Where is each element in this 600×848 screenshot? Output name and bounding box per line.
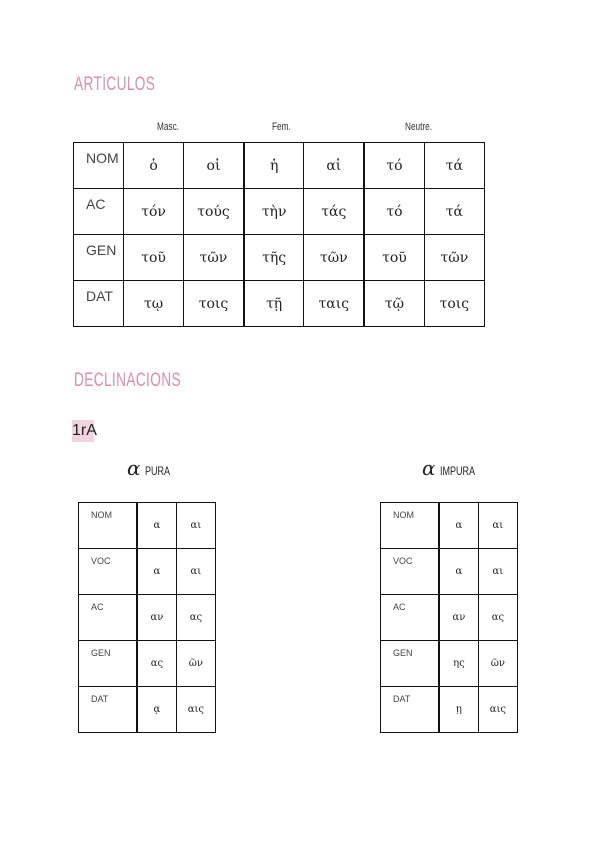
table-row — [74, 235, 485, 281]
form-cell: αν — [137, 595, 176, 641]
table-row — [74, 143, 485, 189]
form-cell: τῇ — [244, 281, 304, 327]
case-label: GEN — [74, 235, 124, 281]
form-cell: τοις — [424, 281, 484, 327]
impura-label: IMPURA — [439, 464, 475, 478]
first-declension-badge: 1rA — [72, 420, 94, 442]
case-label: NOM — [74, 143, 124, 189]
alpha-impura-table — [380, 502, 518, 733]
form-cell: ῃ — [439, 687, 478, 733]
form-cell: αν — [439, 595, 478, 641]
form-cell: τάς — [304, 189, 364, 235]
table-row — [79, 687, 216, 733]
case-label: VOC — [381, 549, 440, 595]
case-label: GEN — [79, 641, 138, 687]
form-cell: τῳ — [124, 281, 184, 327]
pura-label: PURA — [144, 464, 170, 478]
form-cell: τόν — [124, 189, 184, 235]
form-cell: τούς — [184, 189, 244, 235]
case-label: NOM — [381, 503, 440, 549]
articles-table — [73, 142, 485, 327]
table-row — [79, 595, 216, 641]
form-cell: ας — [176, 595, 215, 641]
form-cell: αι — [478, 549, 517, 595]
form-cell: αις — [176, 687, 215, 733]
gender-neutre-label: Neutre. — [405, 121, 433, 133]
form-cell: ας — [137, 641, 176, 687]
table-row — [74, 281, 485, 327]
case-label: DAT — [74, 281, 124, 327]
form-cell: τῶν — [424, 235, 484, 281]
form-cell: τοις — [184, 281, 244, 327]
alpha-impura-heading — [422, 456, 486, 480]
alpha-symbol: α — [422, 456, 436, 480]
articulos-heading: ARTÍCULOS — [74, 74, 156, 95]
form-cell: ταις — [304, 281, 364, 327]
form-cell: τῷ — [364, 281, 424, 327]
form-cell: τῶν — [304, 235, 364, 281]
form-cell: ας — [478, 595, 517, 641]
case-label: GEN — [381, 641, 440, 687]
form-cell: οἱ — [184, 143, 244, 189]
form-cell: αἱ — [304, 143, 364, 189]
gender-fem-label: Fem. — [272, 121, 291, 133]
alpha-pura-table — [78, 502, 216, 733]
form-cell: αι — [176, 503, 215, 549]
case-label: VOC — [79, 549, 138, 595]
table-row — [381, 595, 518, 641]
form-cell: τό — [364, 189, 424, 235]
form-cell: ὁ — [124, 143, 184, 189]
case-label: NOM — [79, 503, 138, 549]
form-cell: ἡ — [244, 143, 304, 189]
form-cell: α — [439, 503, 478, 549]
form-cell: τῶν — [184, 235, 244, 281]
case-label: AC — [74, 189, 124, 235]
table-row — [74, 189, 485, 235]
form-cell: ῶν — [176, 641, 215, 687]
case-label: AC — [381, 595, 440, 641]
table-row — [381, 687, 518, 733]
table-row — [381, 503, 518, 549]
declinacions-heading: DECLINACIONS — [74, 370, 181, 391]
form-cell: αις — [478, 687, 517, 733]
form-cell: α — [137, 503, 176, 549]
alpha-symbol: α — [127, 456, 141, 480]
form-cell: αι — [478, 503, 517, 549]
form-cell: ᾳ — [137, 687, 176, 733]
form-cell: α — [439, 549, 478, 595]
form-cell: τά — [424, 189, 484, 235]
form-cell: τὴν — [244, 189, 304, 235]
form-cell: τοῦ — [364, 235, 424, 281]
gender-masc-label: Masc. — [157, 121, 180, 133]
case-label: DAT — [381, 687, 440, 733]
table-row — [381, 549, 518, 595]
table-row — [79, 503, 216, 549]
form-cell: αι — [176, 549, 215, 595]
case-label: AC — [79, 595, 138, 641]
table-row — [381, 641, 518, 687]
form-cell: τά — [424, 143, 484, 189]
form-cell: τῆς — [244, 235, 304, 281]
table-row — [79, 549, 216, 595]
form-cell: α — [137, 549, 176, 595]
form-cell: ῶν — [478, 641, 517, 687]
form-cell: ης — [439, 641, 478, 687]
case-label: DAT — [79, 687, 138, 733]
form-cell: τοῦ — [124, 235, 184, 281]
form-cell: τό — [364, 143, 424, 189]
table-row — [79, 641, 216, 687]
alpha-pura-heading — [127, 456, 178, 480]
